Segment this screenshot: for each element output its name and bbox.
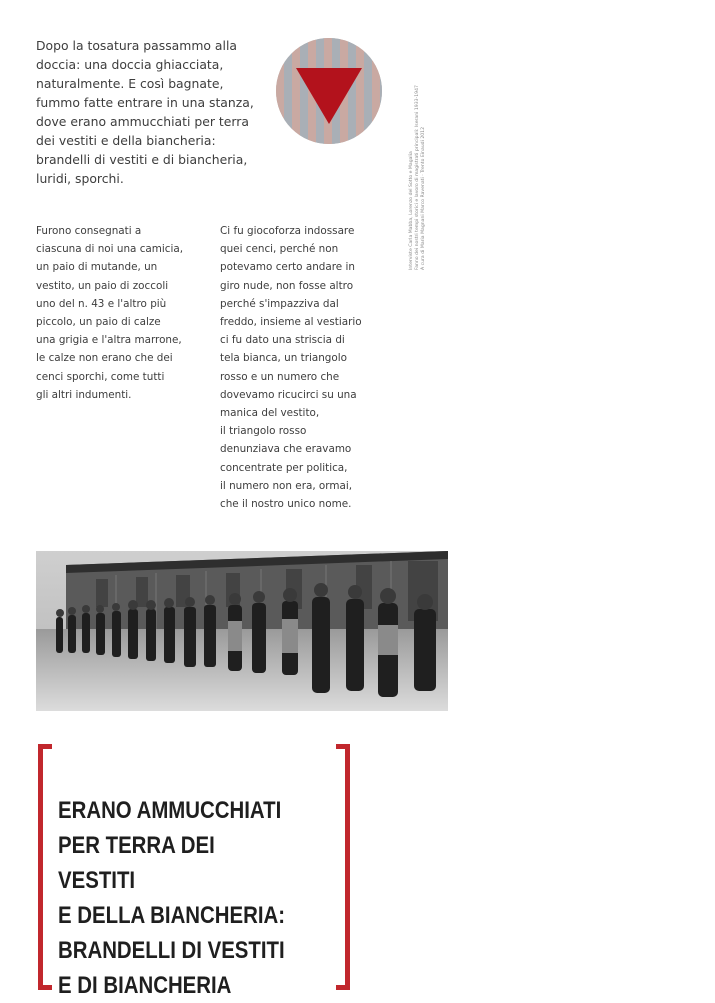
text-column-right: Ci fu giocoforza indossare quei cenci, perché non potevamo certo andare in giro nude, non fosse altro perché s'impazziva dal freddo, insieme al vestiario ci fu dato una striscia di tela bianca, un triangolo rosso e un numero che dovevamo ricucirci su una manica del vestito, il triangolo rosso denunziava che eravamo concentrate per politica, il numero non era, ormai, che il nostro unico nome.	[220, 225, 362, 511]
credit-line: Interviste Carla Mabba, Lorenzo del Sotto e Magalia	[409, 151, 414, 270]
credit-line: A cura di Maria Magnani Marco Ravenati · Trento Einaudi 2012	[420, 126, 426, 270]
intro-paragraph: Dopo la tosatura passammo alla doccia: una doccia ghiacciata, naturalmente. E così bagnate, fummo fatte entrare in una stanza, dove erano ammucchiati per terra dei vestiti e della biancheria: brandelli di vestiti e di biancheria, luridi, sporchi.	[36, 38, 254, 186]
bracket-left	[38, 744, 52, 990]
vertical-credit	[409, 30, 426, 270]
text-column-left: Furono consegnati a ciascuna di noi una camicia, un paio di mutande, un vestito, un paio di zoccoli uno del n. 43 e l'altro più piccolo, un paio di calze una grigia e l'altra marrone, le calze non erano che dei cenci sporchi, come tutti gli altri indumenti.	[36, 225, 184, 401]
historical-photo	[36, 551, 448, 711]
red-triangle-badge-icon	[276, 38, 382, 144]
pull-quote: ERANO AMMUCCHIATI PER TERRA DEI VESTITI E DELLA BIANCHERIA: BRANDELLI DI VESTITI E DI BIANCHERIA	[58, 797, 286, 999]
bracket-right	[336, 744, 350, 990]
credit-line: Fanno dei nostri tempi storici e lavoro di magistrati principali: Iserani 1933-1947	[414, 85, 420, 270]
